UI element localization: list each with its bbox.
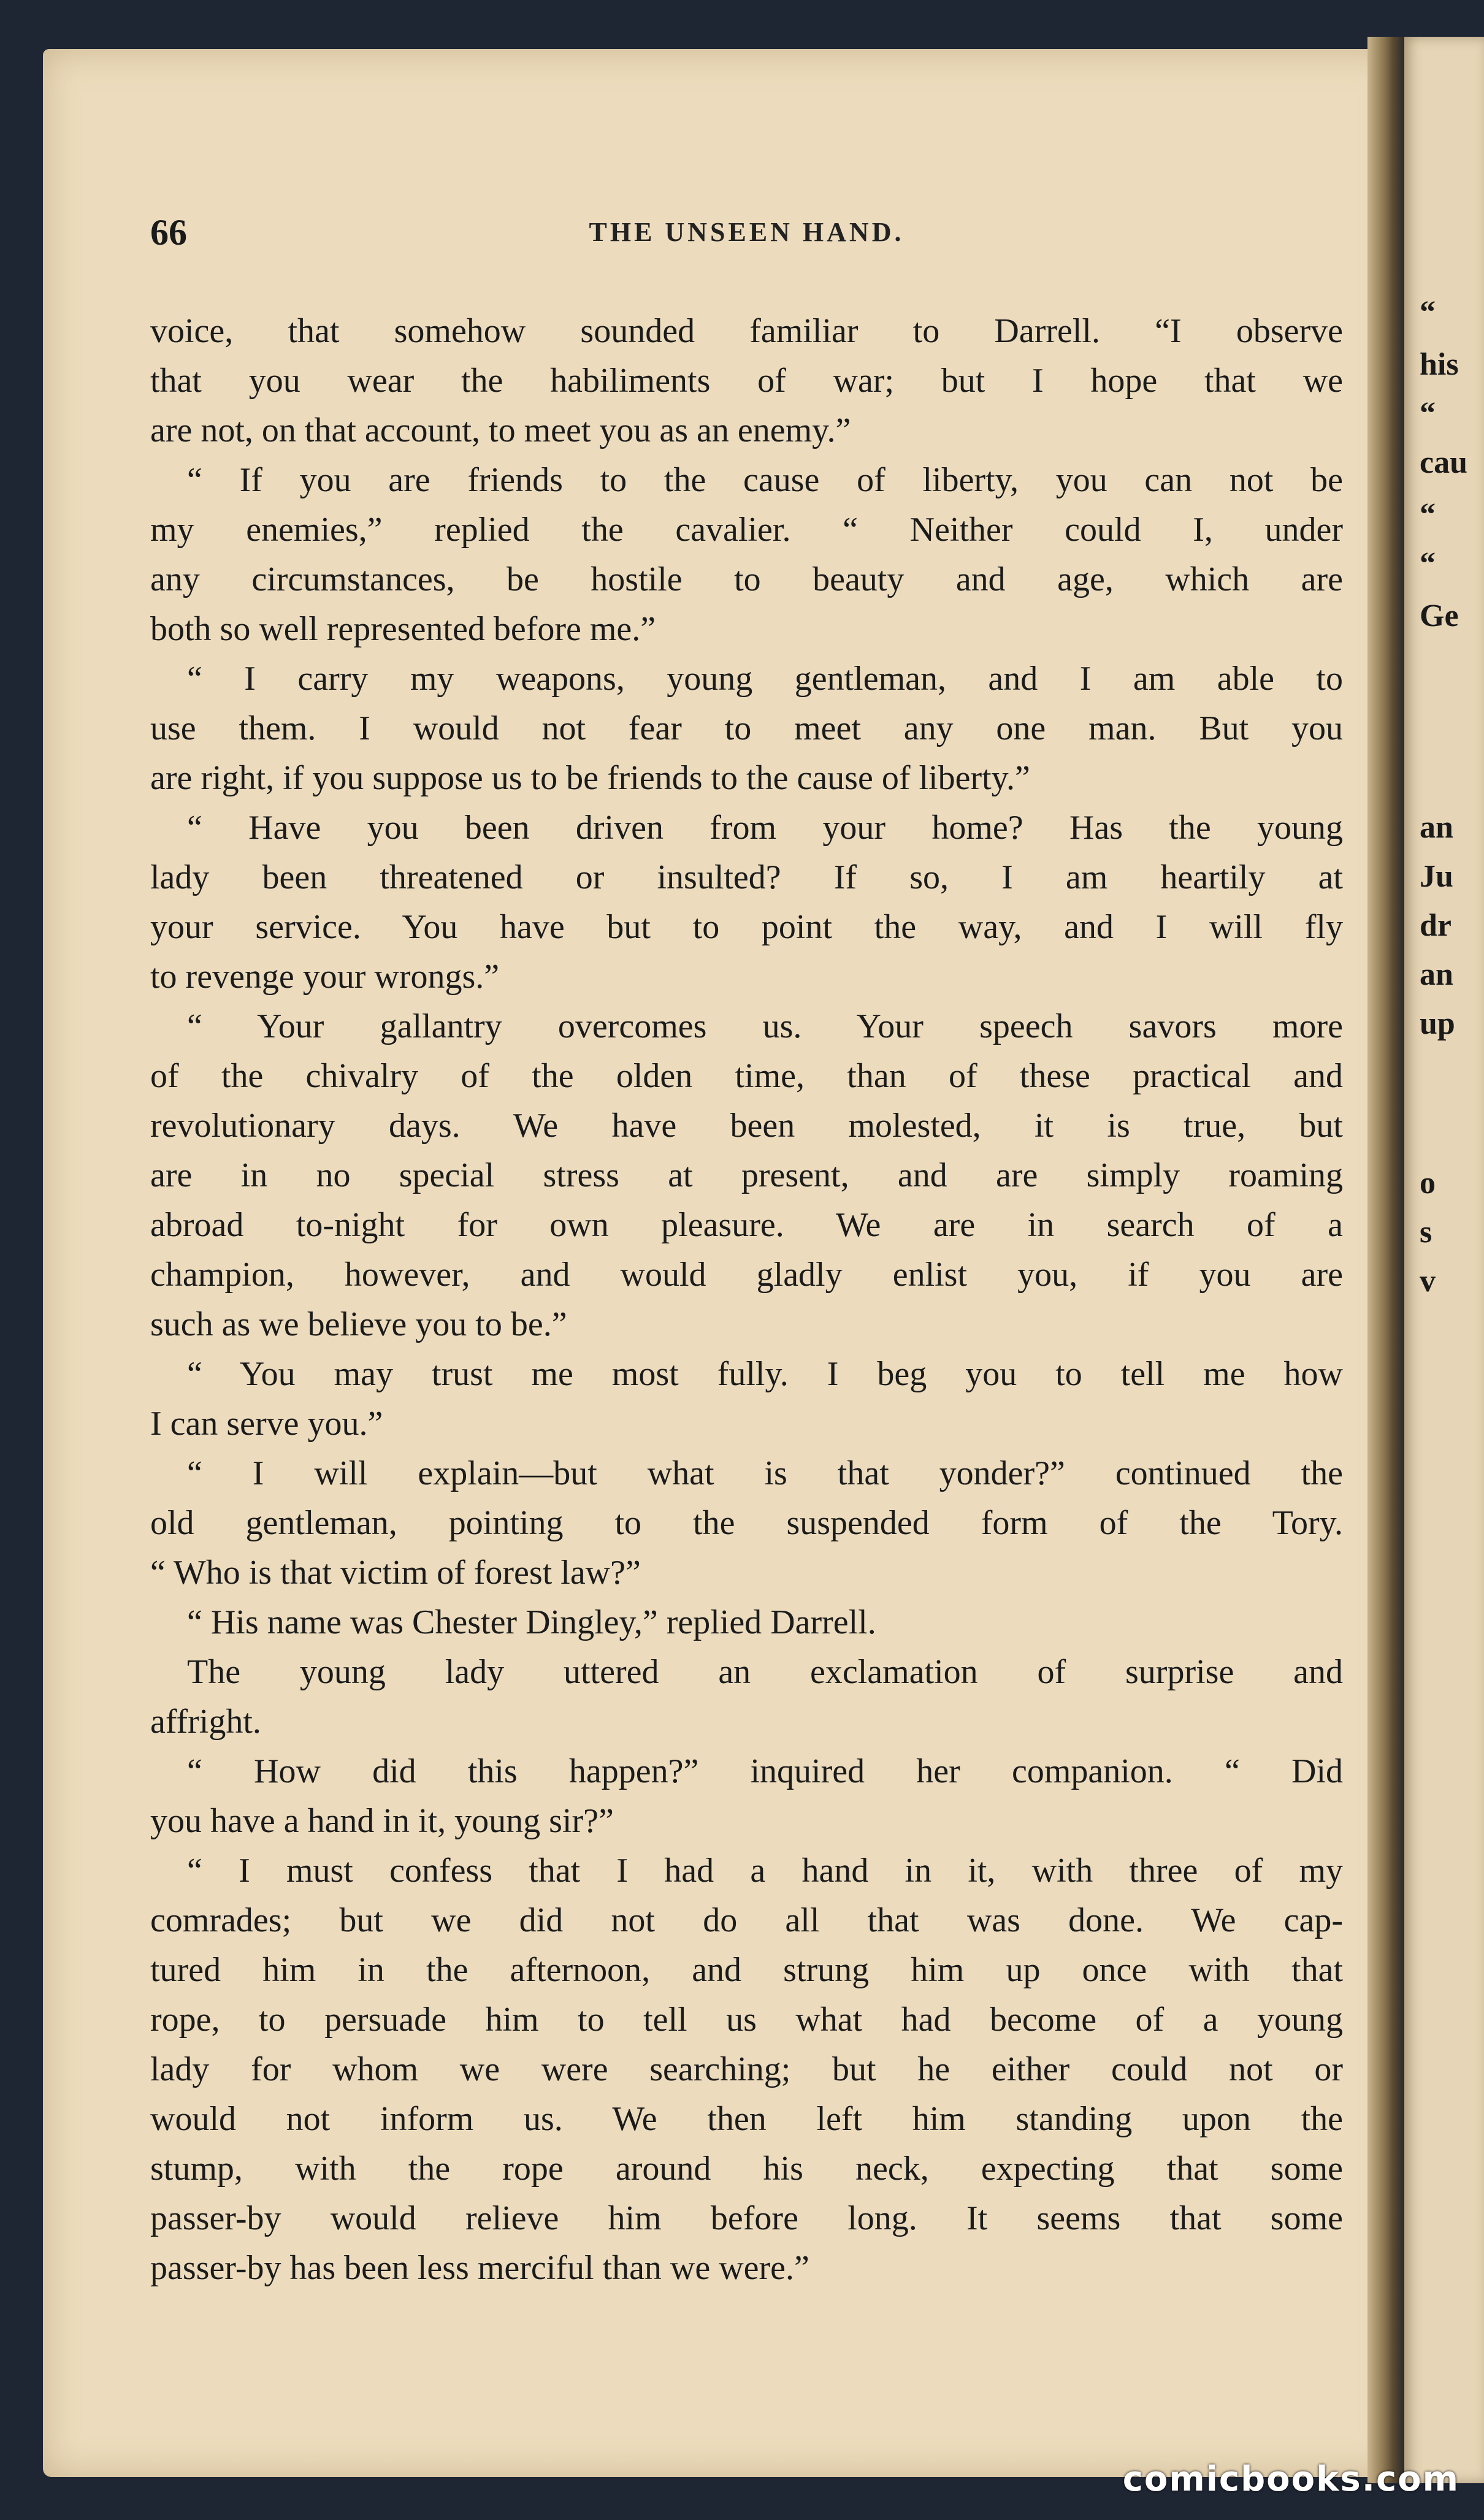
facing-page-fragment: o <box>1420 1166 1436 1201</box>
text-line: “ Who is that victim of forest law?” <box>150 1554 641 1592</box>
text-line: “ I will explain—but what is that yonder?” continued the <box>187 1454 1343 1492</box>
facing-page-fragment: s <box>1420 1215 1432 1250</box>
text-line: lady been threatened or insulted? If so, I am heartily at <box>150 858 1343 896</box>
text-line: I can serve you.” <box>150 1405 383 1443</box>
text-line: your service. You have but to point the way, and I will fly <box>150 908 1343 946</box>
body-text <box>150 307 1343 2293</box>
text-line: both so well represented before me.” <box>150 610 656 648</box>
page-number: 66 <box>150 212 187 253</box>
text-line: that you wear the habiliments of war; but I hope that we <box>150 362 1343 400</box>
text-line: revolutionary days. We have been molested, it is true, but <box>150 1107 1343 1145</box>
text-line: “ His name was Chester Dingley,” replied Darrell. <box>187 1603 876 1641</box>
text-line: stump, with the rope around his neck, expecting that some <box>150 2150 1343 2188</box>
text-line: lady for whom we were searching; but he either could not or <box>150 2050 1343 2088</box>
text-line: The young lady uttered an exclamation of surprise and <box>187 1653 1343 1691</box>
facing-page-fragment: v <box>1420 1264 1436 1299</box>
text-line: of the chivalry of the olden time, than of these practical and <box>150 1057 1343 1095</box>
text-line: rope, to persuade him to tell us what had become of a young <box>150 2001 1343 2039</box>
facing-page-fragment: “ <box>1420 396 1436 431</box>
text-line: “ I carry my weapons, young gentleman, and I am able to <box>187 660 1343 698</box>
facing-page-fragment: cau <box>1420 445 1467 480</box>
text-line: “ Have you been driven from your home? Has the young <box>187 809 1343 847</box>
text-line: passer-by has been less merciful than we were.” <box>150 2249 809 2287</box>
text-line: passer-by would relieve him before long. It seems that some <box>150 2199 1343 2237</box>
facing-page-fragment: Ge <box>1420 598 1459 633</box>
text-line: voice, that somehow sounded familiar to Darrell. “I observe <box>150 312 1343 350</box>
facing-page-fragment: dr <box>1420 908 1451 943</box>
book-spine-gutter <box>1367 37 1404 2483</box>
text-line: “ Your gallantry overcomes us. Your speech savors more <box>187 1007 1343 1045</box>
facing-page-fragment: an <box>1420 957 1453 992</box>
text-line: would not inform us. We then left him standing upon the <box>150 2100 1343 2138</box>
text-line: are not, on that account, to meet you as an enemy.” <box>150 411 851 449</box>
text-line: “ How did this happen?” inquired her companion. “ Did <box>187 1752 1343 1790</box>
running-title: THE UNSEEN HAND. <box>589 217 905 247</box>
text-line: champion, however, and would gladly enlist you, if you are <box>150 1256 1343 1294</box>
facing-page-fragment: Ju <box>1420 859 1453 894</box>
facing-page-fragment: up <box>1420 1006 1455 1041</box>
text-line: my enemies,” replied the cavalier. “ Neither could I, under <box>150 511 1343 549</box>
text-line: comrades; but we did not do all that was done. We cap- <box>150 1901 1343 1939</box>
facing-page-fragment: “ <box>1420 546 1436 581</box>
facing-page <box>1404 37 1484 2483</box>
facing-page-fragment: “ <box>1420 295 1436 330</box>
text-line: use them. I would not fear to meet any one man. But you <box>150 709 1343 747</box>
text-line: tured him in the afternoon, and strung him up once with that <box>150 1951 1343 1989</box>
text-line: “ You may trust me most fully. I beg you to tell me how <box>187 1355 1343 1393</box>
text-line: “ If you are friends to the cause of liberty, you can not be <box>187 461 1343 499</box>
text-line: old gentleman, pointing to the suspended form of the Tory. <box>150 1504 1343 1542</box>
text-line: abroad to-night for own pleasure. We are in search of a <box>150 1206 1343 1244</box>
text-line: “ I must confess that I had a hand in it, with three of my <box>187 1852 1343 1890</box>
text-line: any circumstances, be hostile to beauty and age, which are <box>150 560 1343 598</box>
facing-page-fragment: an <box>1420 810 1453 845</box>
site-watermark: comicbooks.com <box>1122 2459 1459 2499</box>
text-line: affright. <box>150 1703 261 1741</box>
running-head <box>150 212 1343 261</box>
text-line: such as we believe you to be.” <box>150 1305 567 1343</box>
text-line: to revenge your wrongs.” <box>150 958 500 996</box>
facing-page-fragment: his <box>1420 347 1459 382</box>
facing-page-fragment: “ <box>1420 497 1436 532</box>
text-line: are in no special stress at present, and are simply roaming <box>150 1156 1343 1194</box>
text-line: you have a hand in it, young sir?” <box>150 1802 614 1840</box>
text-line: are right, if you suppose us to be friends to the cause of liberty.” <box>150 759 1030 797</box>
